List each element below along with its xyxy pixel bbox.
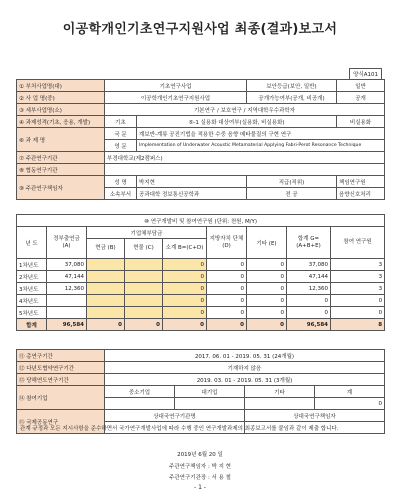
label: ⑭ 참여기업 xyxy=(17,386,105,410)
cash-value xyxy=(87,271,125,283)
value: 공개 xyxy=(337,92,385,104)
header: 상대국연구책임자 xyxy=(245,410,385,422)
year-label: 2차년도 xyxy=(17,271,47,283)
label: 공개가능여부(공개, 비공개) xyxy=(247,92,337,104)
sum-cash: 0 xyxy=(87,319,125,331)
label: ⑮ 국제공동연구 xyxy=(17,410,105,434)
header-subtotal: 소계 B=(C+D) xyxy=(163,239,207,259)
header-cash: 현금 (B) xyxy=(87,239,125,259)
local-value: 0 xyxy=(207,271,247,283)
value: 비실용화 xyxy=(337,116,385,128)
label: 직급(직위) xyxy=(247,176,337,188)
label: ⑬ 당해연도연구기간 xyxy=(17,374,105,386)
gov-value xyxy=(47,307,87,319)
subtotal-value: 0 xyxy=(163,283,207,295)
header-researchers: 참여 연구원 xyxy=(331,227,385,259)
year-label: 3차년도 xyxy=(17,283,47,295)
value: 박지현 xyxy=(137,176,247,188)
local-value: 0 xyxy=(207,283,247,295)
header: 계 xyxy=(315,386,385,398)
label: ⑧ 협동연구기관 xyxy=(17,164,105,176)
label: ① 부처사업명(대) xyxy=(17,80,105,92)
cash-value xyxy=(87,295,125,307)
header-gov: 정부출연금 (A) xyxy=(47,227,87,259)
value: Implementation of Underwater Acoustic Metamaterial Applying Fabri-Perot Resonance Technique xyxy=(137,140,385,152)
other-value: 0 xyxy=(247,259,287,271)
other-value: 0 xyxy=(247,283,287,295)
header-year: 년 도 xyxy=(17,227,47,259)
value xyxy=(105,398,175,410)
sum-label: 합계 xyxy=(17,319,47,331)
table-row xyxy=(17,259,385,271)
sum-total: 96,584 xyxy=(287,319,331,331)
label: ⑨ 주관연구책임자 xyxy=(17,176,105,200)
total-value: 0 xyxy=(287,295,331,307)
form-number: 양식A101 xyxy=(349,68,382,80)
total-value: 12,360 xyxy=(287,283,331,295)
gov-value: 12,360 xyxy=(47,283,87,295)
head-signature-line: 주관연구기관장 : 서 용 철 xyxy=(169,475,231,481)
value: 음향신호처리 xyxy=(337,188,385,200)
gov-value: 37,080 xyxy=(47,259,87,271)
sum-subtotal: 0 xyxy=(163,319,207,331)
header-inkind: 현물 (C) xyxy=(125,239,163,259)
year-label: 1차년도 xyxy=(17,259,47,271)
current-period: 2019. 03. 01 - 2019. 05. 31 (3개월) xyxy=(105,374,385,386)
value: 책임연구원 xyxy=(337,176,385,188)
value: 부경대학교(제2캠퍼스) xyxy=(105,152,385,164)
project-info-table xyxy=(16,79,385,200)
inkind-value xyxy=(125,283,163,295)
researchers-value: 0 xyxy=(331,307,385,319)
label: ⑦ 주관연구기관 xyxy=(17,152,105,164)
table-row xyxy=(17,295,385,307)
sum-other: 0 xyxy=(247,319,287,331)
value: 기초연구사업 xyxy=(105,80,247,92)
total-period: 2017. 06. 01 - 2019. 05. 31 (24개월) xyxy=(105,350,385,362)
sum-row xyxy=(17,319,385,331)
row-project-nature xyxy=(17,116,385,128)
inkind-value xyxy=(125,271,163,283)
budget-table xyxy=(16,214,385,331)
value: 기본연구 / 보호연구 / 지역대학우수과학자 xyxy=(105,104,385,116)
year-label: 4차년도 xyxy=(17,295,47,307)
other-value: 0 xyxy=(247,307,287,319)
pi-signature-line: 주관연구책임자 : 박 지 현 xyxy=(169,464,231,470)
header: 상대국연구기관명 xyxy=(105,410,245,422)
local-value: 0 xyxy=(207,295,247,307)
header-local: 지방자치 단체 (D) xyxy=(207,227,247,259)
cash-value xyxy=(87,307,125,319)
total-value: 0 xyxy=(287,307,331,319)
value: 공과대학 정보통신공학과 xyxy=(137,188,247,200)
label: ⑪ 총연구기간 xyxy=(17,350,105,362)
table-row xyxy=(17,283,385,295)
sum-inkind: 0 xyxy=(125,319,163,331)
header: 기타 xyxy=(245,386,315,398)
value: 이공학개인기초연구지원사업 xyxy=(105,92,247,104)
label: ⑤-1 실용화 대상여부(실용화, 비실용화) xyxy=(137,116,337,128)
header-private: 기업체부담금 xyxy=(87,227,207,239)
sum-gov: 96,584 xyxy=(47,319,87,331)
subtotal-value: 0 xyxy=(163,259,207,271)
budget-title: ⑩ 연구개발비 및 참여연구원 (단위: 천원, M/Y) xyxy=(17,215,385,227)
value xyxy=(105,164,385,176)
report-title: 이공학개인기초연구지원사업 최종(결과)보고서 xyxy=(62,22,338,37)
label: 영 문 xyxy=(105,140,137,152)
row-ministry-program xyxy=(17,80,385,92)
row-lead-institution xyxy=(17,152,385,164)
row-pi-name xyxy=(17,176,385,188)
value: 계보반-계류 공진기법을 적용한 수중 음향 메타물질의 구현 연구 xyxy=(137,128,385,140)
inkind-value xyxy=(125,259,163,271)
subtotal-value: 0 xyxy=(163,271,207,283)
row-title-korean xyxy=(17,128,385,140)
header: 대기업 xyxy=(175,386,245,398)
header-other: 기타 (E) xyxy=(247,227,287,259)
total-value: 47,144 xyxy=(287,271,331,283)
sum-local: 0 xyxy=(207,319,247,331)
row-subprogram xyxy=(17,104,385,116)
gov-value xyxy=(47,295,87,307)
other-value: 0 xyxy=(247,295,287,307)
value: 0 xyxy=(315,398,385,410)
total-value: 37,080 xyxy=(287,259,331,271)
label: 국 문 xyxy=(105,128,137,140)
cash-value xyxy=(87,259,125,271)
gov-value: 47,144 xyxy=(47,271,87,283)
subtotal-value: 0 xyxy=(163,295,207,307)
label: ⑥ 과 제 명 xyxy=(17,128,105,152)
cash-value xyxy=(87,283,125,295)
researchers-value: 3 xyxy=(331,259,385,271)
researchers-value: 3 xyxy=(331,283,385,295)
researchers-value: 0 xyxy=(331,295,385,307)
page-number: - 1 - xyxy=(194,484,206,491)
label: 성 명 xyxy=(105,176,137,188)
table-row xyxy=(17,307,385,319)
label: 전 공 xyxy=(247,188,337,200)
inkind-value xyxy=(125,295,163,307)
subtotal-value: 0 xyxy=(163,307,207,319)
other-value: 0 xyxy=(247,271,287,283)
sum-researchers: 8 xyxy=(331,319,385,331)
label: ⑫ 다년도협약연구기간 xyxy=(17,362,105,374)
header: 중소기업 xyxy=(105,386,175,398)
local-value: 0 xyxy=(207,307,247,319)
year-label: 5차년도 xyxy=(17,307,47,319)
inkind-value xyxy=(125,307,163,319)
local-value: 0 xyxy=(207,259,247,271)
label: 소속부서 xyxy=(105,188,137,200)
submission-date: 2019년 6월 20 일 xyxy=(177,452,223,458)
header-total: 합계 G=(A+B+E) xyxy=(287,227,331,259)
period-table xyxy=(16,349,385,434)
researchers-value: 3 xyxy=(331,271,385,283)
value: 기초 xyxy=(105,116,137,128)
label: ④ 과제성격(기초, 응용, 개발) xyxy=(17,116,105,128)
table-row xyxy=(17,271,385,283)
value xyxy=(245,398,315,410)
label: ③ 세부사업명(소) xyxy=(17,104,105,116)
label: 보안등급(보안, 일반) xyxy=(247,80,337,92)
statement: 관계 규정과 모든 지시사항을 준수하면서 국가연구개발사업에 따라 수행 중인 연구개발과제의 최종보고서를 붙임과 같이 제출 합니다. xyxy=(20,426,339,432)
multi-year-period: 기재하지 않음 xyxy=(105,362,385,374)
value xyxy=(175,398,245,410)
label: ② 사 업 명(중) xyxy=(17,92,105,104)
value: 일반 xyxy=(337,80,385,92)
row-co-institution xyxy=(17,164,385,176)
row-program-name xyxy=(17,92,385,104)
